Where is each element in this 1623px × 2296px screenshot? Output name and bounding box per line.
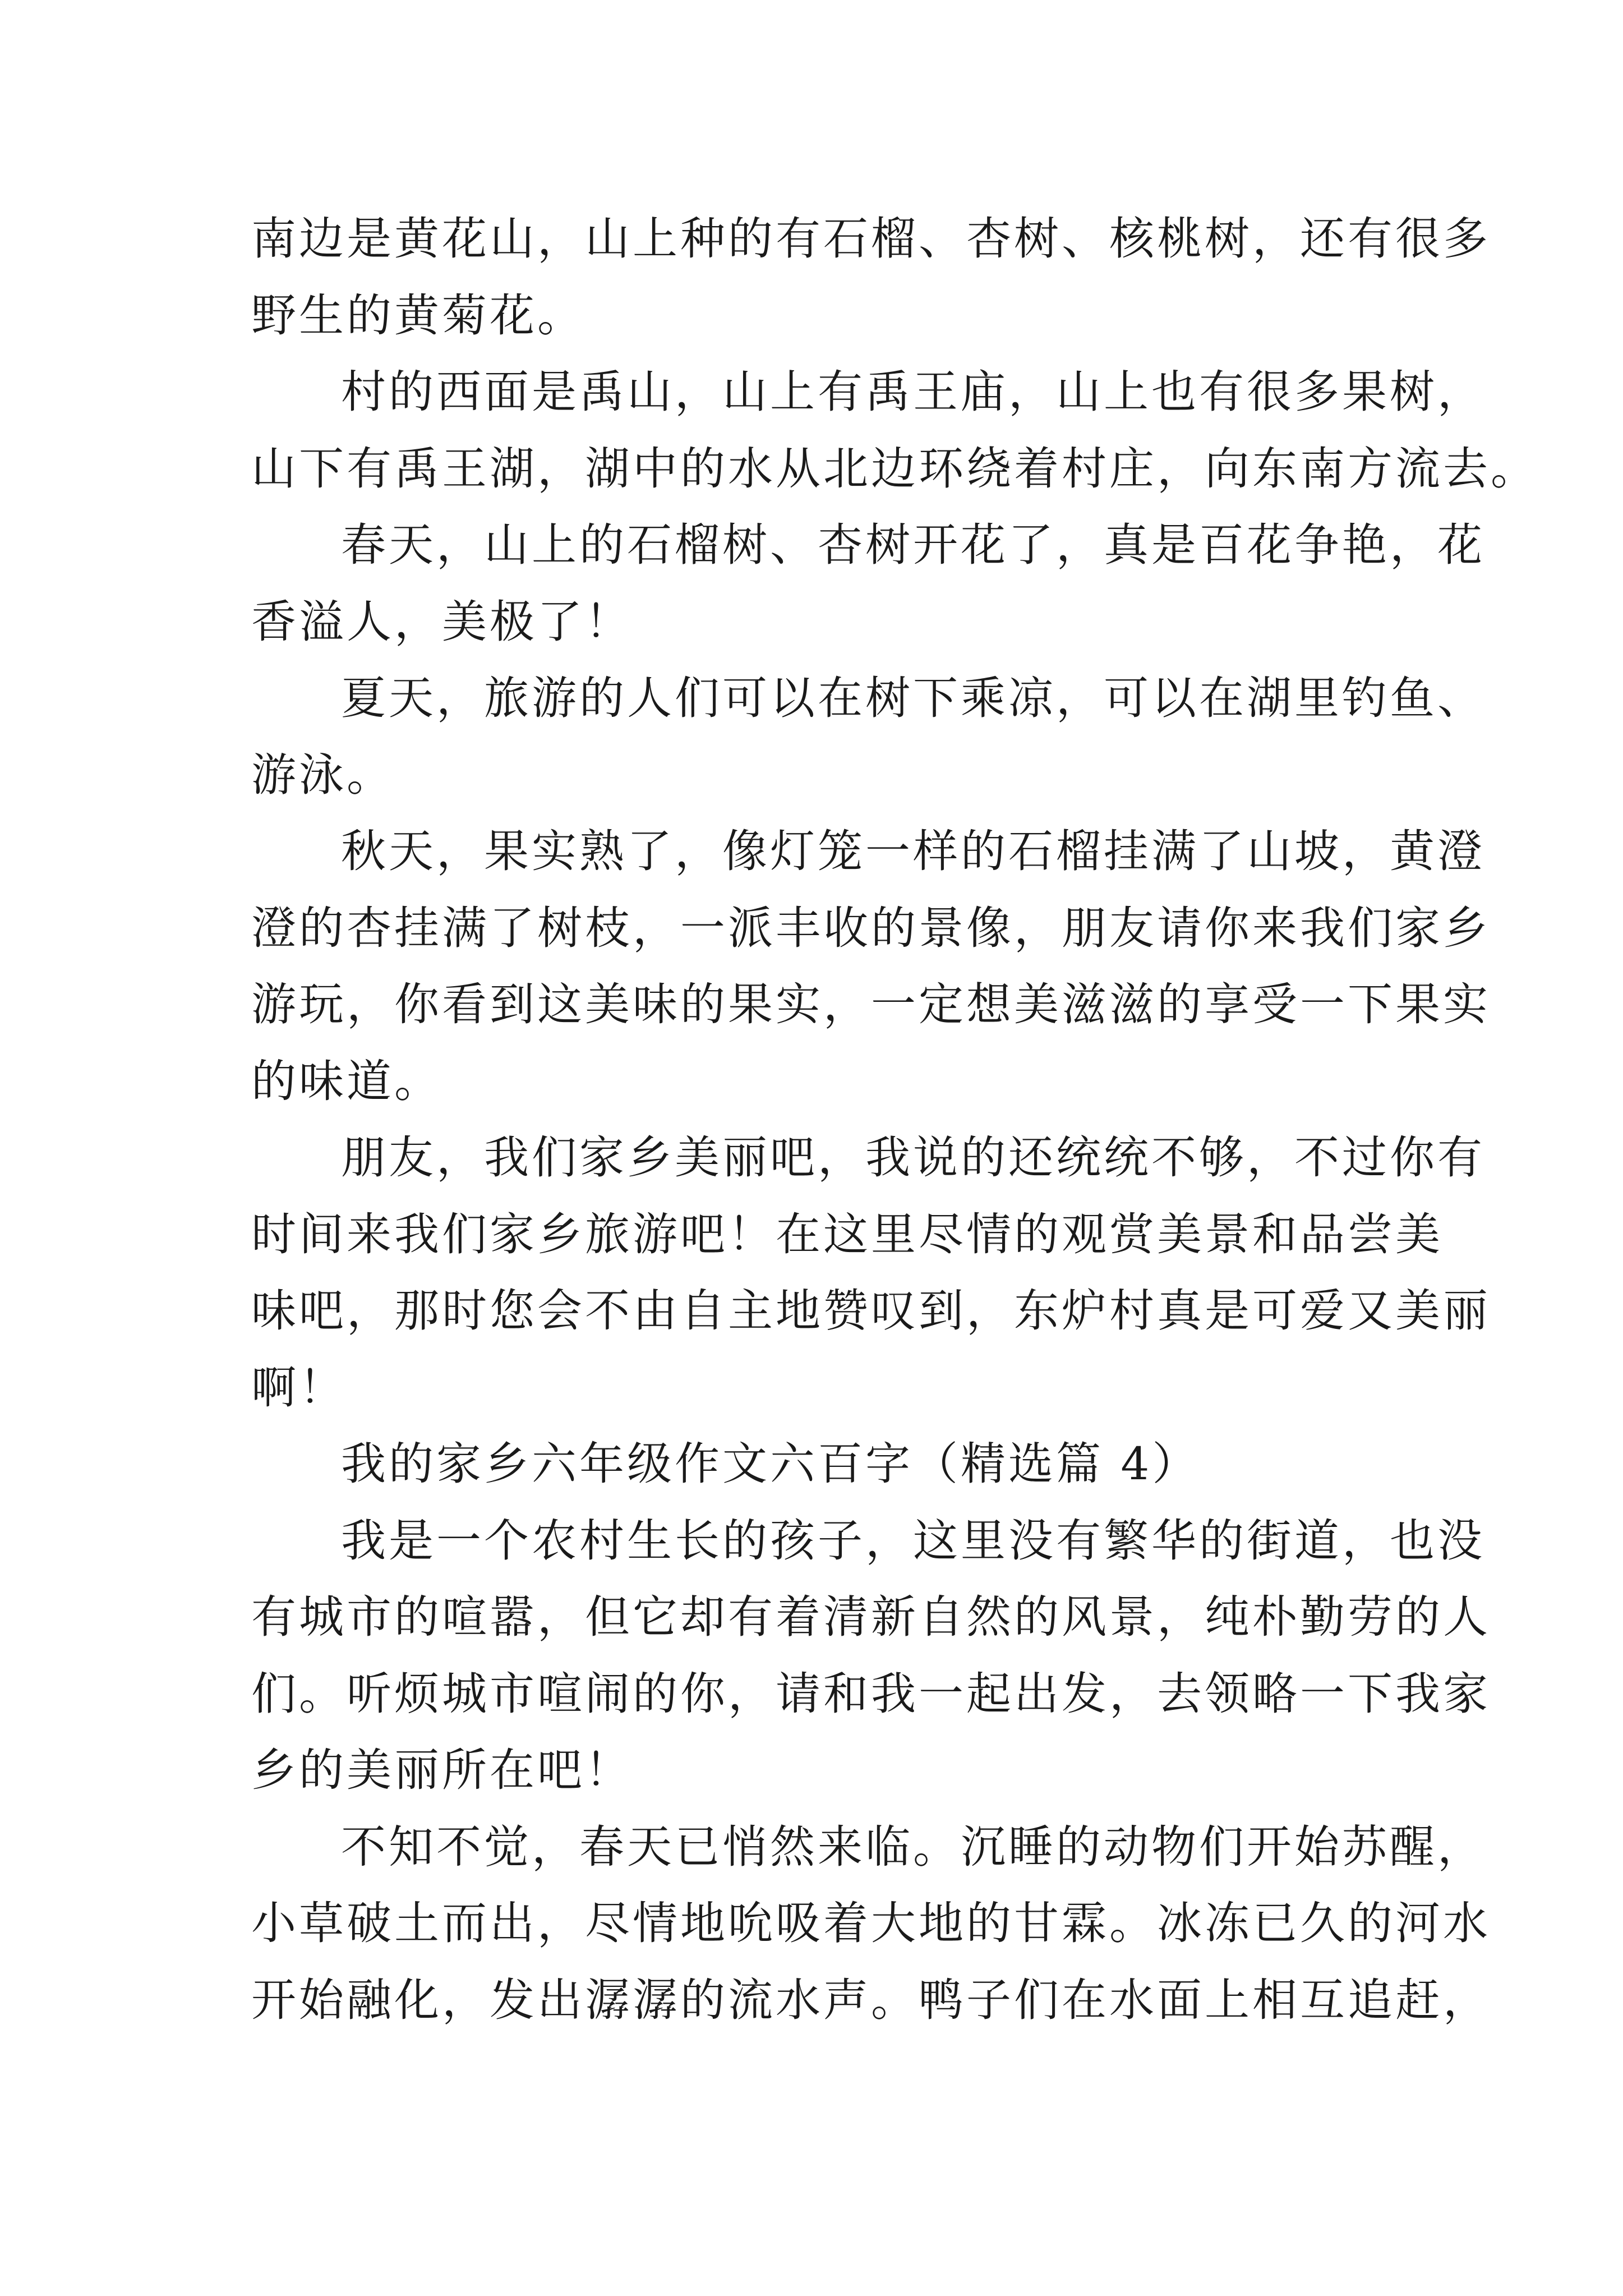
text-line: 时间来我们家乡旅游吧！在这里尽情的观赏美景和品尝美 [251, 1208, 1443, 1260]
text-line: 有城市的喧嚣，但它却有着清新自然的风景，纯朴勤劳的人 [251, 1591, 1491, 1643]
text-line: 小草破土而出，尽情地吮吸着大地的甘霖。冰冻已久的河水 [251, 1897, 1491, 1949]
text-line: 村的西面是禹山，山上有禹王庙，山上也有很多果树， [341, 366, 1485, 418]
essay-body [251, 201, 1538, 2039]
text-line: 山下有禹王湖，湖中的水从北边环绕着村庄，向东南方流去。 [251, 442, 1538, 495]
text-line: 乡的美丽所在吧！ [251, 1744, 633, 1796]
text-line: 澄的杏挂满了树枝，一派丰收的景像，朋友请你来我们家乡 [251, 901, 1491, 954]
text-line: 味吧，那时您会不由自主地赞叹到，东炉村真是可爱又美丽 [251, 1285, 1491, 1337]
text-line: 开始融化，发出潺潺的流水声。鸭子们在水面上相互追赶， [251, 1973, 1491, 2026]
text-line: 们。听烦城市喧闹的你，请和我一起出发，去领略一下我家 [251, 1667, 1491, 1720]
text-line: 秋天，果实熟了，像灯笼一样的石榴挂满了山坡，黄澄 [341, 825, 1485, 877]
text-line: 游泳。 [251, 748, 394, 801]
text-line: 春天，山上的石榴树、杏树开花了，真是百花争艳，花 [341, 519, 1485, 571]
text-line: 游玩，你看到这美味的果实，一定想美滋滋的享受一下果实 [251, 978, 1491, 1030]
text-line: 啊！ [251, 1361, 347, 1414]
text-line: 野生的黄菊花。 [251, 289, 585, 342]
text-line: 香溢人，美极了！ [251, 595, 633, 648]
text-line: 南边是黄花山，山上种的有石榴、杏树、核桃树，还有很多 [251, 213, 1491, 265]
text-line: 不知不觉，春天已悄然来临。沉睡的动物们开始苏醒， [341, 1820, 1485, 1873]
text-line: 的味道。 [251, 1055, 442, 1107]
section-heading: 我的家乡六年级作文六百字（精选篇 4） [341, 1438, 1200, 1490]
text-line: 夏天，旅游的人们可以在树下乘凉，可以在湖里钓鱼、 [341, 672, 1485, 724]
text-line: 我是一个农村生长的孩子，这里没有繁华的街道，也没 [341, 1514, 1485, 1567]
text-line: 朋友，我们家乡美丽吧，我说的还统统不够，不过你有 [341, 1131, 1485, 1184]
